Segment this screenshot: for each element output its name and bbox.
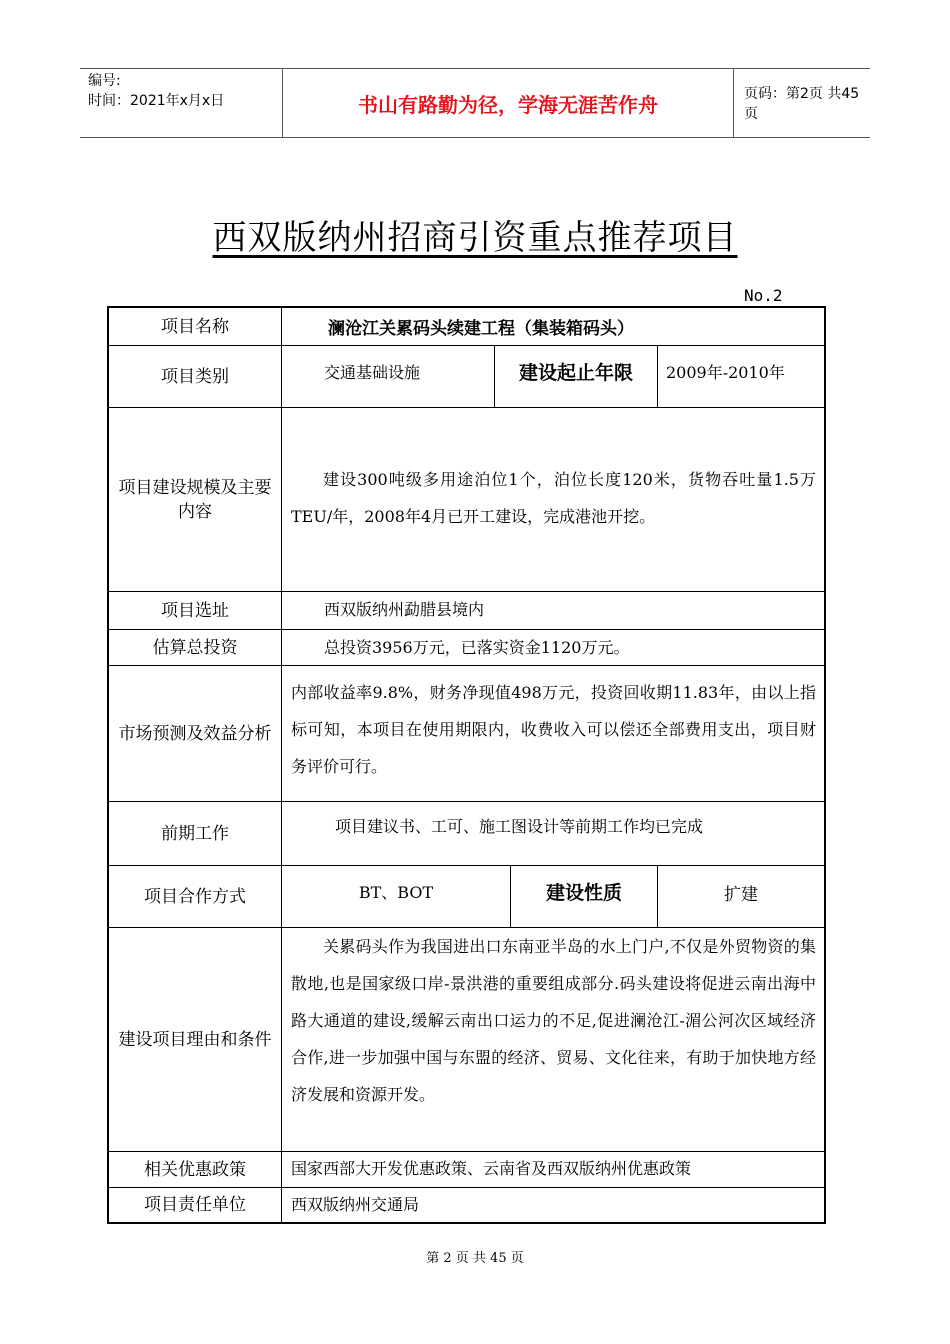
row-market-analysis: [109, 666, 824, 802]
value-project-site: 西双版纳州勐腊县境内: [324, 600, 485, 619]
label-responsible-unit: 项目责任单位: [109, 1188, 282, 1222]
row-policy: [109, 1152, 824, 1188]
row-investment: [109, 630, 824, 666]
row-responsible-unit: [109, 1188, 824, 1222]
row-cooperation: [109, 866, 824, 928]
header-page-info: 页码：第2页 共45页: [744, 86, 860, 122]
value-responsible-unit: 西双版纳州交通局: [291, 1195, 420, 1214]
value-project-category: 交通基础设施: [282, 346, 495, 407]
label-cooperation: 项目合作方式: [109, 866, 282, 927]
label-investment: 估算总投资: [109, 630, 282, 665]
label-market-analysis: 市场预测及效益分析: [109, 666, 282, 801]
value-project-name: 澜沧江关累码头续建工程（集装箱码头）: [328, 319, 634, 339]
label-project-site: 项目选址: [109, 592, 282, 629]
label-preliminary-work: 前期工作: [109, 802, 282, 865]
row-project-site: [109, 592, 824, 630]
document-title: 西双版纳州招商引资重点推荐项目: [212, 218, 738, 258]
number-label: 编号:: [88, 73, 121, 89]
row-project-scale: [109, 408, 824, 592]
value-investment: 总投资3956万元，已落实资金1120万元。: [324, 638, 630, 657]
value-project-scale: 建设300吨级多用途泊位1个，泊位长度120米，货物吞吐量1.5万TEU/年，2008年4月已开工建设，完成港池开挖。: [291, 470, 816, 526]
row-project-reason: [109, 928, 824, 1152]
header-motto: 书山有路勤为径，学海无涯苦作舟: [282, 69, 734, 137]
time-label: 时间：2021年x月x日: [88, 93, 225, 109]
value-market-analysis: 内部收益率9.8%，财务净现值498万元，投资回收期11.83年，由以上指标可知，本项目在使用期限内，收费收入可以偿还全部费用支出，项目财务评价可行。: [291, 683, 816, 776]
page-footer: 第 2 页 共 45 页: [426, 1251, 524, 1266]
row-project-category: [109, 346, 824, 408]
label-project-category: 项目类别: [109, 346, 282, 407]
value-project-reason: 关累码头作为我国进出口东南亚半岛的水上门户,不仅是外贸物资的集散地,也是国家级口岸-景洪港的重要组成部分.码头建设将促进云南出海中路大通道的建设,缓解云南出口运力的不足,促进澜沧江-湄公河次区域经济合作,进一步加强中国与东盟的经济、贸易、文化往来，有助于加快地方经济发展和资源开发。: [291, 937, 816, 1104]
document-number: No.2: [744, 286, 783, 305]
value-preliminary-work: 项目建议书、工可、施工图设计等前期工作均已完成: [335, 817, 704, 836]
row-preliminary-work: [109, 802, 824, 866]
value-policy: 国家西部大开发优惠政策、云南省及西双版纳州优惠政策: [291, 1159, 692, 1178]
value-construction-period: 2009年-2010年: [666, 363, 785, 382]
project-table: [107, 306, 826, 1224]
label-construction-period: 建设起止年限: [495, 346, 658, 407]
label-project-scale: 项目建设规模及主要内容: [109, 408, 282, 591]
value-cooperation: BT、BOT: [282, 866, 511, 927]
label-policy: 相关优惠政策: [109, 1152, 282, 1187]
label-project-reason: 建设项目理由和条件: [109, 928, 282, 1151]
header-meta: [80, 69, 282, 137]
label-construction-nature: 建设性质: [511, 866, 658, 927]
label-project-name: 项目名称: [109, 308, 282, 345]
row-project-name: [109, 308, 824, 346]
value-construction-nature: 扩建: [724, 885, 758, 905]
page-header: [80, 68, 870, 138]
